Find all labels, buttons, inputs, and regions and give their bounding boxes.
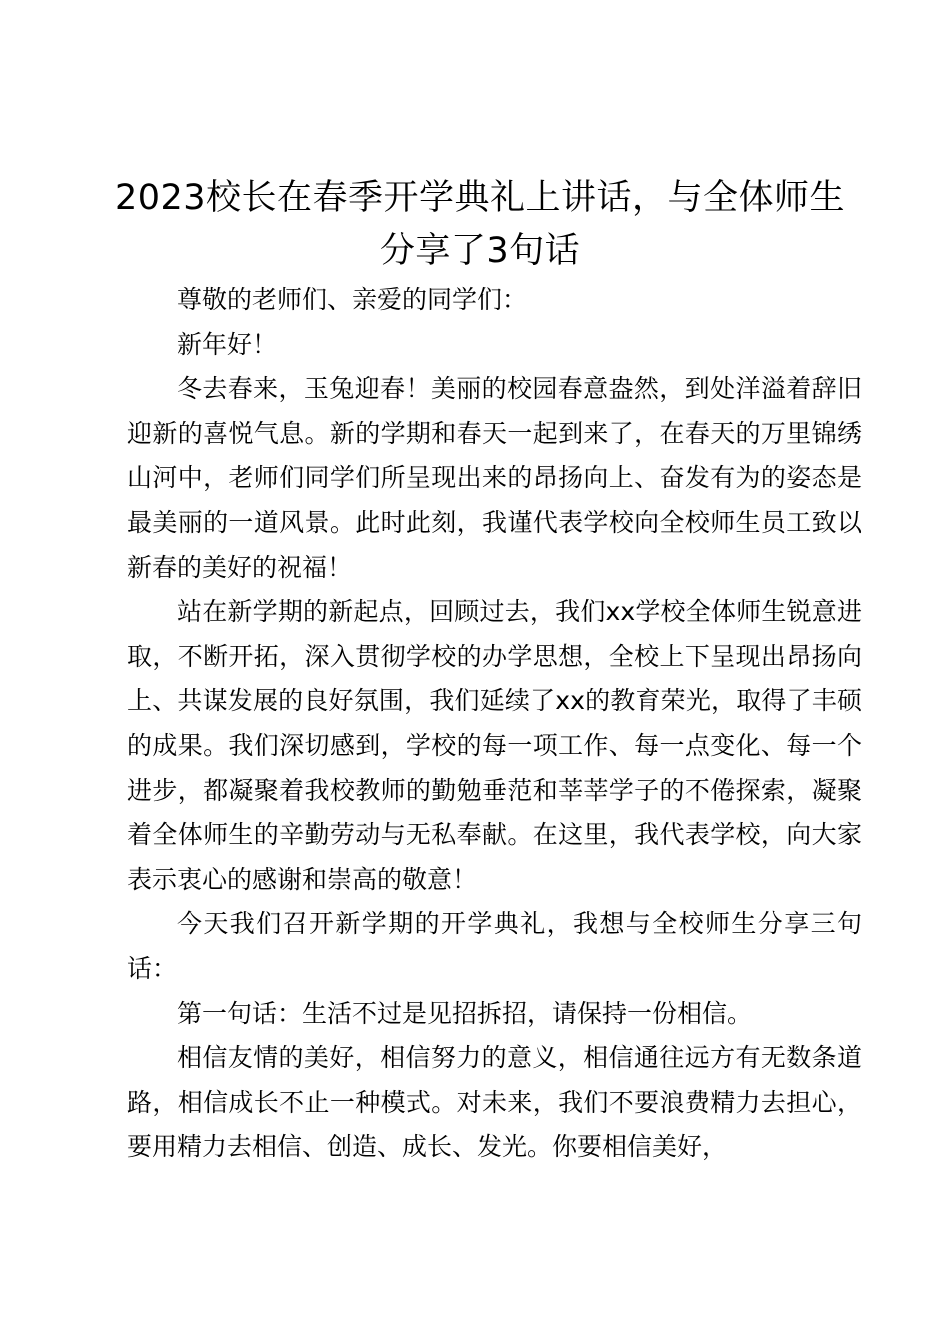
paragraph-intro-three: 今天我们召开新学期的开学典礼，我想与全校师生分享三句话： <box>127 909 862 983</box>
paragraph-salutation: 尊敬的老师们、亲爱的同学们： <box>177 285 528 314</box>
paragraph-greeting: 新年好！ <box>177 329 278 359</box>
paragraph-review: 站在新学期的新起点，回顾过去，我们xx学校全体师生锐意进取，不断开拓，深入贯彻学校的办学思想，全校上下呈现出昂扬向上、共谋发展的良好氛围，我们延续了xx的教育荣光，取得了丰硕的成果。我们深切感到，学校的每一项工作、每一点变化、每一个进步，都凝聚着我校教师的勤勉垂范和莘莘学子的不倦探索，凝聚着全体师生的辛勤劳动与无私奉献。在这里，我代表学校，向大家表示衷心的感谢和崇高的敬意！ <box>127 597 862 894</box>
paragraph-believe: 相信友情的美好，相信努力的意义，相信通往远方有无数条道路，相信成长不止一种模式。对未来，我们不要浪费精力去担心，要用精力去相信、创造、成长、发光。你要相信美好， <box>127 1043 862 1162</box>
paragraph-first-sentence: 第一句话：生活不过是见招拆招，请保持一份相信。 <box>177 998 753 1028</box>
paragraph-spring: 冬去春来，玉兔迎春！美丽的校园春意盎然，到处洋溢着辞旧迎新的喜悦气息。新的学期和春天一起到来了，在春天的万里锦绣山河中，老师们同学们所呈现出来的昂扬向上、奋发有为的姿态是最美丽的一道风景。此时此刻，我谨代表学校向全校师生员工致以新春的美好的祝福！ <box>127 374 862 582</box>
document-body <box>127 278 862 1170</box>
document-title: 2023校长在春季开学典礼上讲话，与全体师生分享了3句话 <box>114 178 846 271</box>
